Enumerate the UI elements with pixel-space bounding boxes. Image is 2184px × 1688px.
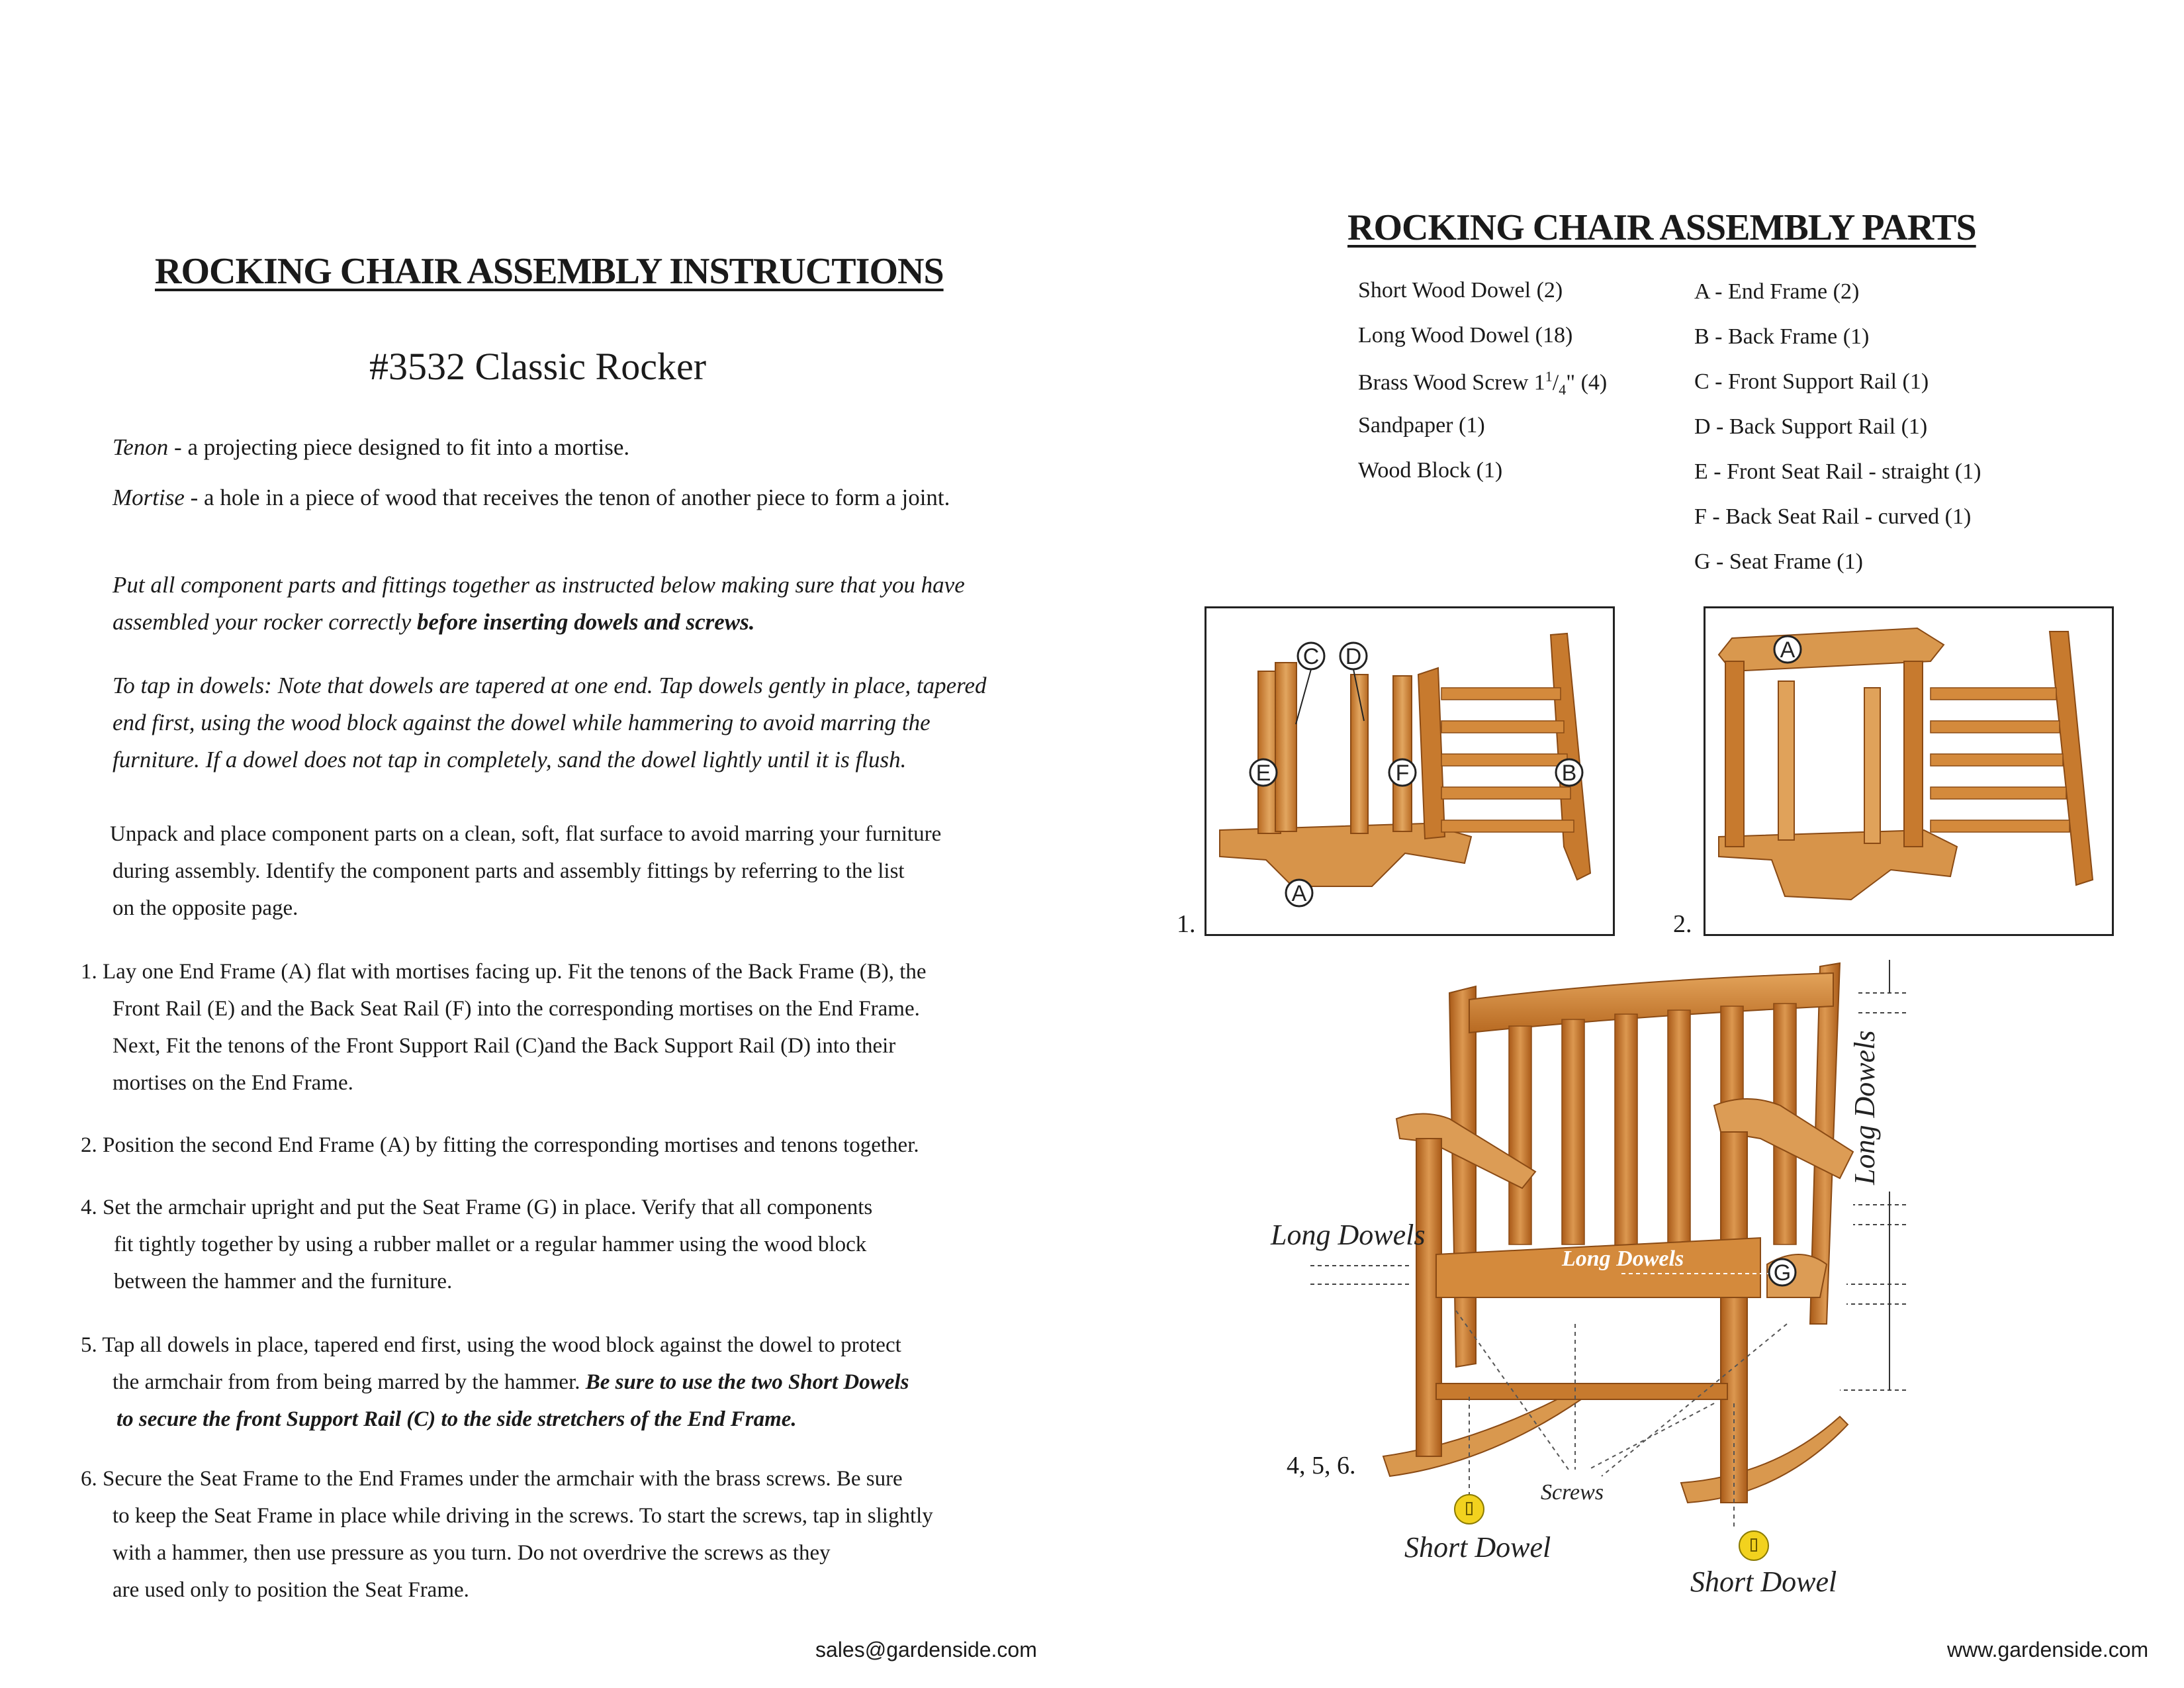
component-item: C - Front Support Rail (1)	[1694, 369, 1929, 394]
notice-line	[113, 604, 965, 641]
back-slat	[1441, 787, 1570, 799]
short-dowel-icon	[1739, 1531, 1768, 1560]
unpack-line: during assembly. Identify the component parts and assembly fittings by referring to the list	[113, 859, 905, 883]
back-slat	[1931, 688, 2056, 700]
step-6	[81, 1460, 933, 1609]
step-5	[81, 1327, 909, 1438]
back-slat	[1931, 721, 2060, 733]
step-plain: the armchair from from being marred by the hammer.	[113, 1370, 586, 1394]
fitting-text: Brass Wood Screw 1	[1358, 370, 1545, 395]
figure-3-illustration	[1257, 953, 1933, 1628]
callout-c-label: C	[1302, 644, 1320, 669]
back-slat	[1509, 1026, 1531, 1244]
step-line: 5. Tap all dowels in place, tapered end first, using the wood block against the dowel to protect	[81, 1333, 901, 1357]
back-slat	[1441, 820, 1574, 832]
leader-line	[1296, 669, 1311, 724]
tap-note-line: To tap in dowels: Note that dowels are tapered at one end. Tap dowels gently in place, tapered	[113, 673, 987, 698]
unpack-line: Unpack and place component parts on a clean, soft, flat surface to avoid marring your furniture	[110, 822, 942, 846]
long-dowels-left-label: Long Dowels	[1271, 1219, 1426, 1251]
figure-1-number: 1.	[1177, 910, 1196, 938]
frame-post	[1725, 661, 1744, 847]
short-dowel-icon	[1455, 1495, 1484, 1524]
component-item: A - End Frame (2)	[1694, 279, 1860, 304]
definition-term: Tenon	[113, 434, 169, 460]
short-dowel-left-label: Short Dowel	[1404, 1531, 1551, 1564]
back-slat	[1441, 721, 1564, 733]
parts-title: ROCKING CHAIR ASSEMBLY PARTS	[1347, 207, 1976, 248]
step-line: Front Rail (E) and the Back Seat Rail (F) into the corresponding mortises on the End Frame.	[113, 997, 920, 1021]
short-dowel-right-label: Short Dowel	[1690, 1566, 1837, 1598]
long-dowels-seat-label: Long Dowels	[1562, 1246, 1684, 1271]
step-1	[81, 953, 927, 1102]
callout-d-label: D	[1345, 644, 1362, 669]
callout-a-label: A	[1780, 637, 1796, 663]
back-slat	[1931, 754, 2063, 766]
figure-2	[1704, 606, 2114, 936]
notice-plain: assembled your rocker correctly	[113, 609, 418, 635]
right-rocker	[1681, 1417, 1848, 1503]
frame-post	[1904, 661, 1923, 847]
definition-mortise	[113, 485, 950, 511]
step-line: Next, Fit the tenons of the Front Support Rail (C)and the Back Support Rail (D) into their	[113, 1034, 896, 1058]
step-line	[81, 1364, 909, 1401]
step-line: to secure the front Support Rail (C) to the side stretchers of the End Frame.	[116, 1407, 797, 1431]
fitting-item: Sandpaper (1)	[1358, 413, 1485, 438]
component-item: E - Front Seat Rail - straight (1)	[1694, 459, 1981, 484]
step-line: fit tightly together by using a rubber mallet or a regular hammer using the wood block	[114, 1233, 867, 1256]
back-slat	[1441, 754, 1567, 766]
callout-f-label: F	[1395, 761, 1410, 786]
lower-stretcher	[1436, 1383, 1727, 1399]
figure-2-illustration	[1706, 608, 2112, 934]
component-item: B - Back Frame (1)	[1694, 324, 1870, 349]
instructions-title: ROCKING CHAIR ASSEMBLY INSTRUCTIONS	[155, 251, 944, 292]
step-4	[81, 1189, 872, 1300]
back-frame-left-post	[1418, 668, 1445, 839]
model-name: #3532 Classic Rocker	[369, 345, 707, 388]
step-line: mortises on the End Frame.	[113, 1071, 353, 1095]
left-rocker	[1383, 1390, 1583, 1476]
back-slat	[1615, 1014, 1637, 1246]
definition-tenon	[113, 434, 629, 461]
notice-bold: before inserting dowels and screws.	[417, 609, 755, 635]
back-slat	[1562, 1019, 1584, 1244]
component-item: D - Back Support Rail (1)	[1694, 414, 1928, 439]
back-slat	[1931, 820, 2070, 832]
unpack-line: on the opposite page.	[113, 896, 298, 920]
step-2: 2. Position the second End Frame (A) by fitting the corresponding mortises and tenons together.	[81, 1133, 919, 1157]
frame-post	[1778, 681, 1794, 840]
callout-g-label: G	[1773, 1260, 1792, 1286]
back-left-post	[1449, 986, 1476, 1367]
fraction-den: 4	[1559, 381, 1567, 399]
rail-f	[1393, 676, 1412, 831]
step-bold: Be sure to use the two Short Dowels	[585, 1370, 909, 1394]
unpack-paragraph	[110, 816, 941, 927]
figure-1-illustration	[1206, 608, 1613, 934]
figure-3-number: 4, 5, 6.	[1287, 1452, 1356, 1479]
notice-paragraph	[113, 567, 965, 641]
step-line: between the hammer and the furniture.	[114, 1270, 453, 1293]
screws-label: Screws	[1541, 1480, 1604, 1505]
components-list	[1694, 279, 1981, 594]
component-item: G - Seat Frame (1)	[1694, 549, 1863, 574]
definition-text: - a hole in a piece of wood that receives the tenon of another piece to form a joint.	[184, 485, 950, 510]
figure-2-number: 2.	[1673, 910, 1692, 938]
dowel-indicators-left	[1310, 1266, 1410, 1284]
callout-a-label: A	[1291, 881, 1307, 906]
step-line: 1. Lay one End Frame (A) flat with mortises facing up. Fit the tenons of the Back Frame (B), the	[81, 960, 927, 984]
step-line: to keep the Seat Frame in place while driving in the screws. To start the screws, tap in slightly	[113, 1504, 933, 1528]
fitting-text: " (4)	[1566, 370, 1608, 395]
callout-e-label: E	[1255, 761, 1271, 786]
tap-note-line: end first, using the wood block against the dowel while hammering to avoid marring the	[113, 710, 931, 735]
email-link[interactable]: sales@gardenside.com	[815, 1638, 1037, 1662]
long-dowels-right-label: Long Dowels	[1848, 1030, 1881, 1185]
step-line: 6. Secure the Seat Frame to the End Frames under the armchair with the brass screws. Be sure	[81, 1467, 903, 1491]
fraction-num: 1	[1545, 368, 1553, 385]
back-slat	[1931, 787, 2066, 799]
callout-b-label: B	[1561, 761, 1577, 786]
fitting-item: Short Wood Dowel (2)	[1358, 278, 1563, 303]
fitting-item: Brass Wood Screw $1^1/_4$" (4)	[1358, 368, 1608, 399]
tap-note-line: furniture. If a dowel does not tap in completely, sand the dowel lightly until it is flush.	[113, 747, 907, 773]
figure-1	[1205, 606, 1615, 936]
notice-line: Put all component parts and fittings together as instructed below making sure that you have	[113, 572, 965, 598]
back-slat	[1441, 688, 1561, 700]
definition-term: Mortise	[113, 485, 185, 510]
website-link[interactable]: www.gardenside.com	[1947, 1638, 2149, 1662]
step-line: are used only to position the Seat Frame.	[113, 1578, 469, 1602]
tap-note-paragraph	[113, 667, 987, 778]
frame-post	[1864, 688, 1880, 843]
step-line: with a hammer, then use pressure as you turn. Do not overdrive the screws as they	[113, 1541, 831, 1565]
rail-c	[1275, 663, 1297, 831]
fittings-list	[1358, 278, 1607, 503]
component-item: F - Back Seat Rail - curved (1)	[1694, 504, 1972, 529]
back-slat	[1668, 1010, 1690, 1244]
step-line: 4. Set the armchair upright and put the Seat Frame (G) in place. Verify that all components	[81, 1196, 873, 1219]
fitting-item: Long Wood Dowel (18)	[1358, 323, 1573, 348]
definition-text: - a projecting piece designed to fit into a mortise.	[168, 434, 630, 460]
fitting-item: Wood Block (1)	[1358, 458, 1503, 483]
